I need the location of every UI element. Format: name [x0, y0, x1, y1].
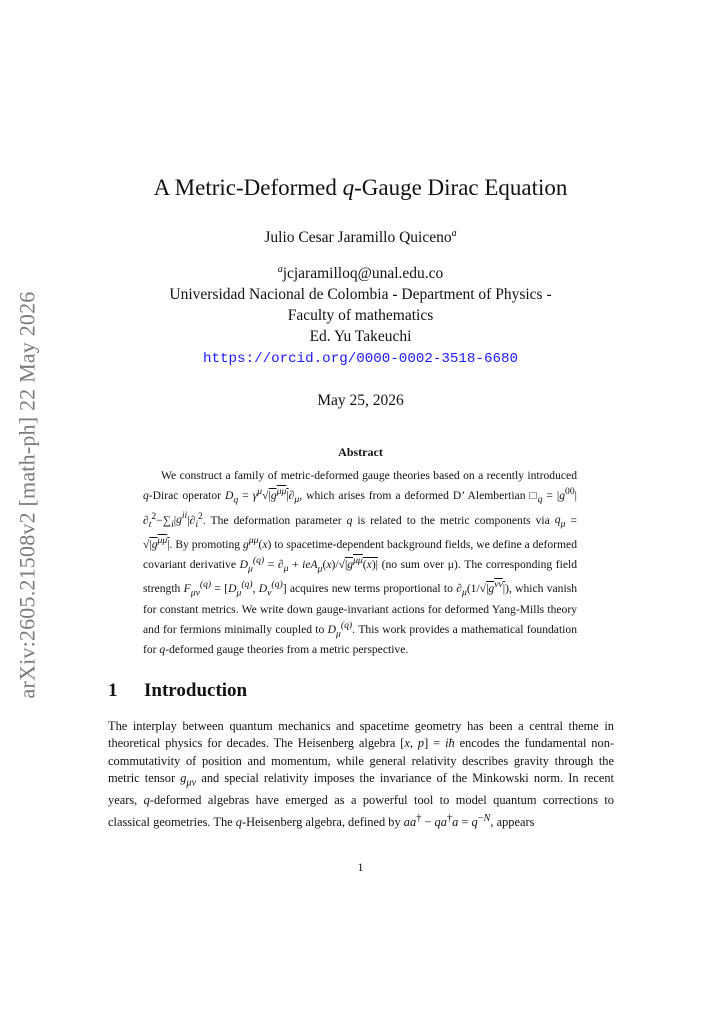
author-mark: a: [451, 228, 457, 239]
date: May 25, 2026: [317, 392, 404, 409]
section-number: 1: [108, 680, 118, 701]
introduction-text: The interplay between quantum mechanics and spacetime geometry has been a central theme in theoretical physics for decades. The Heisenberg algebra [x, p] = iħ encodes the fundamental non-commutativity of position and momentum, while general relativity describes gravity through the metric tensor $g_{\mu\nu}$ and special relativity imposes the invariance of the Minkowski norm. In recent years, q-deformed algebras have emerged as a powerful tool to model quantum corrections to classical geometries. The q-Heisenberg algebra, defined by $aa^\dagger - qa^\dagger a = q^{-N}$, appears: [108, 719, 615, 829]
affiliation-block: [0, 259, 721, 370]
section-title: Introduction: [144, 680, 248, 701]
section-heading-introduction: [108, 680, 247, 702]
arxiv-stamp-text: arXiv:2605.21508v2 [math-ph] 22 May 2026: [14, 291, 39, 699]
email-line: [0, 259, 721, 284]
email: jcjaramilloq@unal.edu.co: [282, 265, 444, 283]
abstract-heading: Abstract: [338, 445, 383, 459]
affiliation-line-2: Faculty of mathematics: [287, 307, 434, 325]
author: [0, 224, 721, 248]
affiliation-line-3: Ed. Yu Takeuchi: [309, 328, 412, 346]
orcid-link[interactable]: https://orcid.org/0000-0002-3518-6680: [202, 351, 518, 368]
paper-title: A Metric-Deformed q-Gauge Dirac Equation: [153, 175, 568, 200]
affiliation-mark: a: [277, 264, 283, 275]
page-number: 1: [357, 860, 364, 874]
affiliation-line-1: Universidad Nacional de Colombia - Department of Physics -: [169, 286, 552, 304]
abstract-text: We construct a family of metric-deformed gauge theories based on a recently introduced q-Dirac operator $D_q = \gamma^\mu√|g^{\mu\mu}|\partial_\mu$, which arises from a deformed D’ Alembertian $□_q = |g^{00}|\partial_t^2-\sum_i|g^{ii}|\partial_i^2$. The deformation parameter q is related to the metric components via $q_\mu = √|g^{\mu\mu}|$. By promoting $g^{\mu\mu}(x)$ to spacetime-dependent background fields, we define a deformed covariant derivative $D_\mu^{(q)} = \partial_\mu + ieA_\mu(x)/√|g^{\mu\mu}(x)|$ (no sum over μ). The corresponding field strength $F_{\mu\nu}^{(q)} = [D_\mu^{(q)}$, $D_\nu^{(q)}$] acquires new terms proportional to $\partial_\mu(1/√|g^{\nu\nu}|)$, which vanish for constant metrics. We write down gauge-invariant actions for deformed Yang-Mills theory and for fermions minimally coupled to $D_\mu^{(q)}$. This work provides a mathematical foundation for q-deformed gauge theories from a metric perspective.: [143, 469, 578, 657]
author-name: Julio Cesar Jaramillo Quiceno: [264, 229, 452, 247]
